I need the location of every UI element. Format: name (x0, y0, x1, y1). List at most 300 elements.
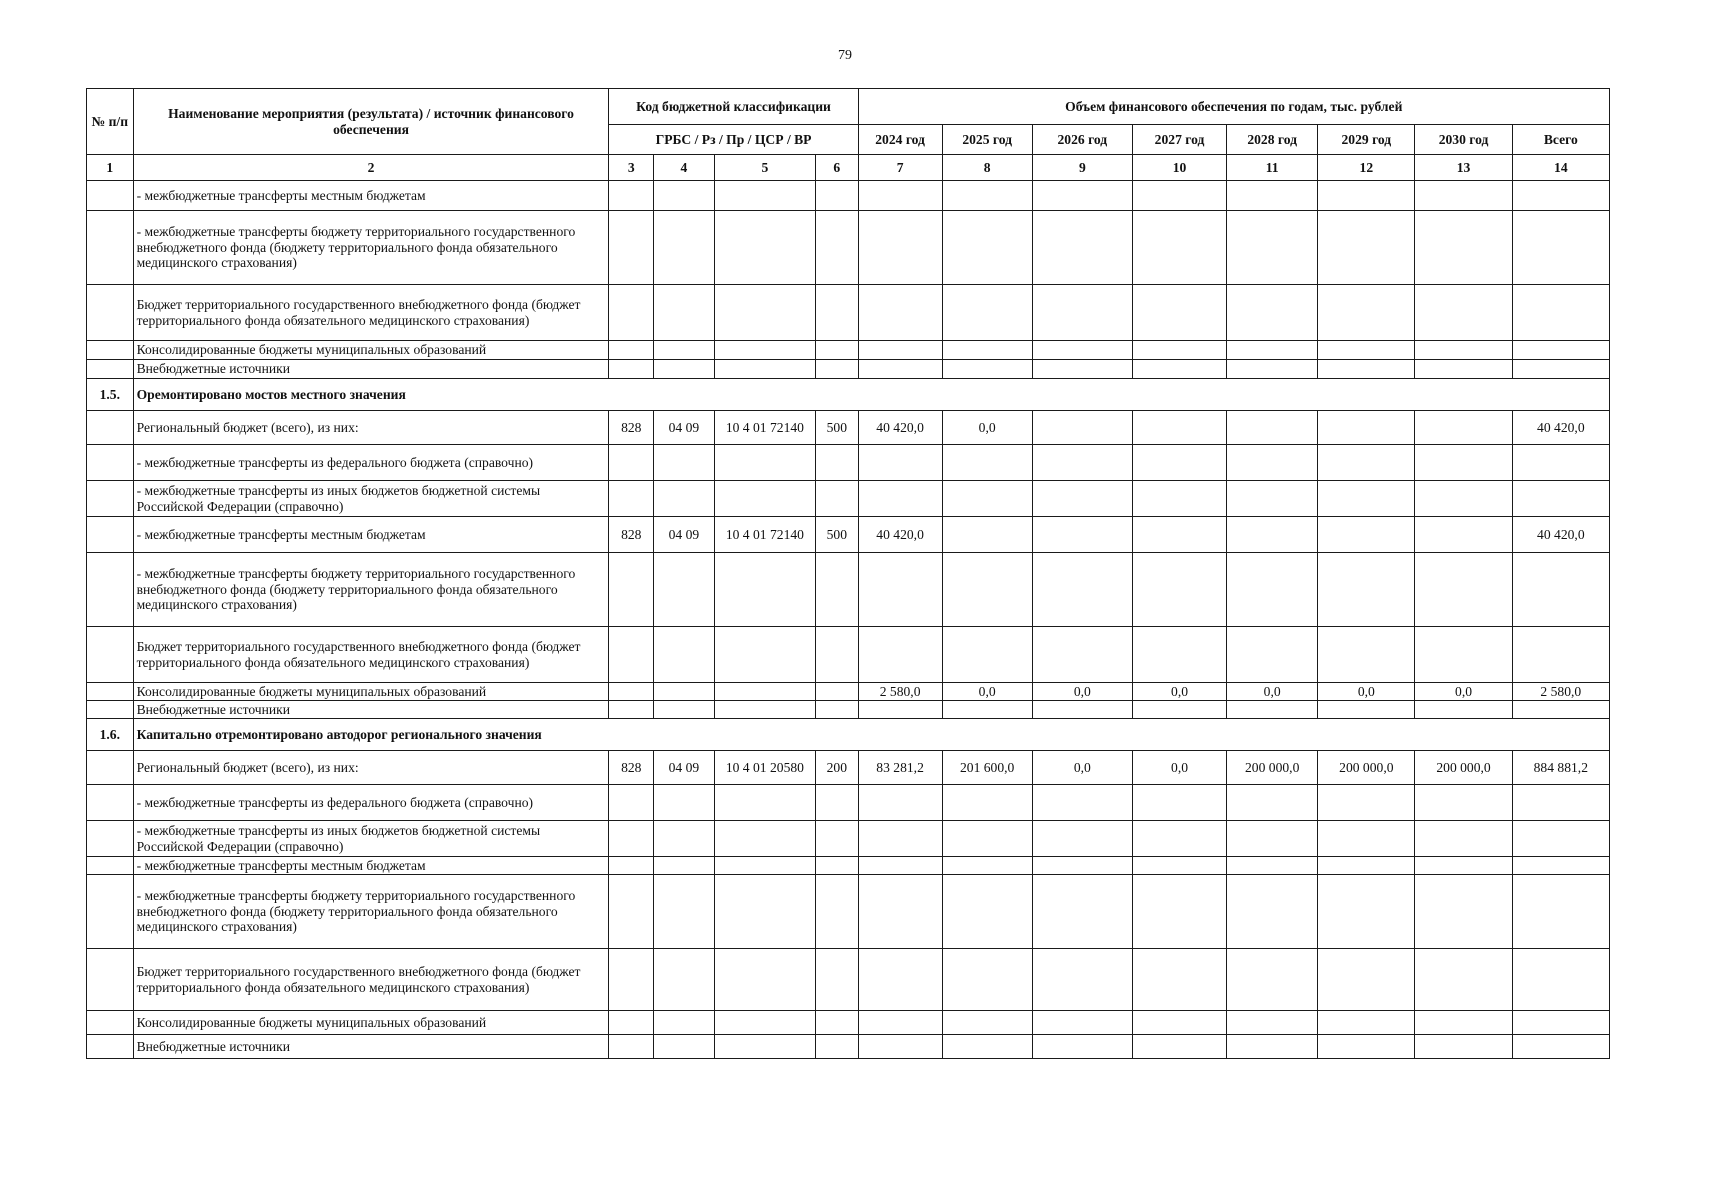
value-cell: 0,0 (1318, 683, 1415, 701)
code-cell (816, 181, 859, 211)
value-cell (1415, 875, 1512, 949)
code-cell (714, 1011, 815, 1035)
code-cell (609, 875, 654, 949)
value-cell (1032, 1011, 1132, 1035)
code-cell (714, 445, 815, 481)
code-cell (654, 627, 715, 683)
value-cell (1227, 1035, 1318, 1059)
value-cell (1132, 445, 1226, 481)
code-cell (714, 285, 815, 341)
table-row (87, 341, 1610, 360)
header-name: Наименование мероприятия (результата) / источник финансового обеспечения (133, 89, 609, 155)
index-cell: 10 (1132, 155, 1226, 181)
code-cell: 10 4 01 72140 (714, 517, 815, 553)
code-cell (714, 875, 815, 949)
row-number (87, 857, 134, 875)
value-cell (1415, 481, 1512, 517)
value-cell (858, 445, 942, 481)
value-cell (1132, 360, 1226, 379)
total-cell (1512, 285, 1609, 341)
header-code-sub: ГРБС / Рз / Пр / ЦСР / ВР (609, 125, 858, 155)
row-number (87, 821, 134, 857)
total-cell: 2 580,0 (1512, 683, 1609, 701)
table-row (87, 683, 1610, 701)
value-cell (1318, 627, 1415, 683)
code-cell (654, 360, 715, 379)
value-cell (942, 481, 1032, 517)
code-cell (714, 211, 815, 285)
index-cell: 6 (816, 155, 859, 181)
value-cell (1032, 517, 1132, 553)
value-cell (1318, 285, 1415, 341)
row-number (87, 360, 134, 379)
row-label: - межбюджетные трансферты из иных бюджетов бюджетной системы Российской Федерации (справочно) (133, 481, 609, 517)
section-title: Оремонтировано мостов местного значения (133, 379, 1609, 411)
total-cell (1512, 821, 1609, 857)
value-cell (1227, 627, 1318, 683)
table-row (87, 411, 1610, 445)
index-cell: 2 (133, 155, 609, 181)
value-cell (1132, 481, 1226, 517)
code-cell (714, 341, 815, 360)
code-cell: 04 09 (654, 411, 715, 445)
code-cell (714, 949, 815, 1011)
code-cell: 200 (816, 751, 859, 785)
code-cell (816, 785, 859, 821)
total-cell (1512, 875, 1609, 949)
code-cell (816, 481, 859, 517)
code-cell (609, 445, 654, 481)
value-cell: 200 000,0 (1415, 751, 1512, 785)
header-number: № п/п (87, 89, 134, 155)
value-cell (1415, 360, 1512, 379)
value-cell (858, 857, 942, 875)
value-cell (1227, 285, 1318, 341)
code-cell (654, 341, 715, 360)
value-cell (942, 949, 1032, 1011)
value-cell (1415, 341, 1512, 360)
table-row (87, 821, 1610, 857)
total-cell (1512, 211, 1609, 285)
row-label: - межбюджетные трансферты местным бюджетам (133, 517, 609, 553)
value-cell (942, 1035, 1032, 1059)
row-number (87, 683, 134, 701)
value-cell: 0,0 (1032, 751, 1132, 785)
index-cell: 11 (1227, 155, 1318, 181)
header-year: 2028 год (1227, 125, 1318, 155)
code-cell (654, 875, 715, 949)
code-cell (714, 360, 815, 379)
row-label: Бюджет территориального государственного внебюджетного фонда (бюджет территориального фонда обязательного медицинского страхования) (133, 949, 609, 1011)
value-cell: 40 420,0 (858, 411, 942, 445)
value-cell (1132, 785, 1226, 821)
value-cell (1132, 211, 1226, 285)
table-row (87, 1035, 1610, 1059)
row-label: - межбюджетные трансферты из федерального бюджета (справочно) (133, 785, 609, 821)
value-cell (1415, 411, 1512, 445)
index-cell: 3 (609, 155, 654, 181)
code-cell: 828 (609, 411, 654, 445)
code-cell (609, 481, 654, 517)
row-number (87, 1035, 134, 1059)
value-cell (1415, 211, 1512, 285)
value-cell (942, 875, 1032, 949)
value-cell (1032, 341, 1132, 360)
value-cell (1032, 553, 1132, 627)
code-cell (654, 1011, 715, 1035)
value-cell: 0,0 (942, 411, 1032, 445)
code-cell (714, 553, 815, 627)
code-cell (816, 857, 859, 875)
value-cell: 0,0 (1415, 683, 1512, 701)
value-cell (1318, 211, 1415, 285)
value-cell (858, 341, 942, 360)
index-cell: 12 (1318, 155, 1415, 181)
value-cell (1132, 949, 1226, 1011)
value-cell (1227, 211, 1318, 285)
table-row (87, 517, 1610, 553)
row-label: - межбюджетные трансферты бюджету территориального государственного внебюджетного фонда (бюджету территориального фонда обязательного медицинского страхования) (133, 875, 609, 949)
value-cell: 0,0 (1132, 683, 1226, 701)
section-number: 1.6. (87, 719, 134, 751)
row-number (87, 875, 134, 949)
code-cell (816, 360, 859, 379)
value-cell (1227, 445, 1318, 481)
value-cell (1318, 360, 1415, 379)
value-cell (1227, 701, 1318, 719)
value-cell (1318, 1035, 1415, 1059)
value-cell (1132, 1011, 1226, 1035)
value-cell (1227, 857, 1318, 875)
value-cell (942, 821, 1032, 857)
value-cell: 0,0 (1132, 751, 1226, 785)
row-number (87, 481, 134, 517)
total-cell (1512, 181, 1609, 211)
value-cell (858, 821, 942, 857)
row-label: Бюджет территориального государственного внебюджетного фонда (бюджет территориального фонда обязательного медицинского страхования) (133, 285, 609, 341)
value-cell (1227, 411, 1318, 445)
value-cell (1227, 360, 1318, 379)
row-label: Консолидированные бюджеты муниципальных образований (133, 341, 609, 360)
row-number (87, 445, 134, 481)
header-year: 2025 год (942, 125, 1032, 155)
value-cell (1032, 875, 1132, 949)
value-cell (1227, 785, 1318, 821)
value-cell (1415, 1035, 1512, 1059)
code-cell (816, 341, 859, 360)
table-row (87, 553, 1610, 627)
index-cell: 14 (1512, 155, 1609, 181)
row-number (87, 341, 134, 360)
value-cell (1032, 360, 1132, 379)
total-cell (1512, 701, 1609, 719)
value-cell (1032, 181, 1132, 211)
table-row (87, 211, 1610, 285)
code-cell (714, 1035, 815, 1059)
value-cell (1132, 341, 1226, 360)
table-row (87, 949, 1610, 1011)
code-cell (609, 949, 654, 1011)
value-cell (942, 785, 1032, 821)
value-cell: 0,0 (942, 683, 1032, 701)
row-label: Бюджет территориального государственного внебюджетного фонда (бюджет территориального фонда обязательного медицинского страхования) (133, 627, 609, 683)
value-cell (1032, 821, 1132, 857)
row-label: Консолидированные бюджеты муниципальных образований (133, 1011, 609, 1035)
value-cell (1415, 785, 1512, 821)
code-cell (609, 1011, 654, 1035)
index-cell: 8 (942, 155, 1032, 181)
total-cell (1512, 341, 1609, 360)
code-cell (654, 1035, 715, 1059)
row-number (87, 751, 134, 785)
code-cell (609, 785, 654, 821)
code-cell (816, 821, 859, 857)
value-cell: 40 420,0 (858, 517, 942, 553)
value-cell (1032, 285, 1132, 341)
value-cell: 201 600,0 (942, 751, 1032, 785)
value-cell: 0,0 (1227, 683, 1318, 701)
table-row (87, 181, 1610, 211)
value-cell (1318, 553, 1415, 627)
header-year: 2030 год (1415, 125, 1512, 155)
value-cell (942, 285, 1032, 341)
value-cell (1415, 445, 1512, 481)
code-cell (609, 821, 654, 857)
value-cell (1318, 949, 1415, 1011)
total-cell (1512, 1035, 1609, 1059)
code-cell (714, 821, 815, 857)
header-year: 2026 год (1032, 125, 1132, 155)
index-cell: 4 (654, 155, 715, 181)
value-cell (858, 553, 942, 627)
code-cell (654, 949, 715, 1011)
index-cell: 7 (858, 155, 942, 181)
value-cell (858, 181, 942, 211)
row-label: - межбюджетные трансферты бюджету территориального государственного внебюджетного фонда (бюджету территориального фонда обязательного медицинского страхования) (133, 211, 609, 285)
section-number: 1.5. (87, 379, 134, 411)
value-cell (1132, 553, 1226, 627)
value-cell (858, 285, 942, 341)
code-cell (609, 857, 654, 875)
value-cell (1318, 875, 1415, 949)
value-cell (858, 627, 942, 683)
value-cell (1132, 627, 1226, 683)
value-cell (1032, 445, 1132, 481)
code-cell: 828 (609, 751, 654, 785)
code-cell (816, 553, 859, 627)
code-cell (816, 1035, 859, 1059)
value-cell: 83 281,2 (858, 751, 942, 785)
value-cell (1132, 821, 1226, 857)
row-number (87, 1011, 134, 1035)
value-cell (1318, 517, 1415, 553)
value-cell (1318, 857, 1415, 875)
total-cell (1512, 857, 1609, 875)
value-cell (1132, 701, 1226, 719)
table-row (87, 751, 1610, 785)
code-cell (654, 683, 715, 701)
value-cell (1132, 411, 1226, 445)
code-cell (714, 683, 815, 701)
value-cell (1415, 857, 1512, 875)
value-cell (1415, 949, 1512, 1011)
code-cell (609, 1035, 654, 1059)
row-number (87, 701, 134, 719)
code-cell (654, 181, 715, 211)
row-number (87, 517, 134, 553)
value-cell (942, 857, 1032, 875)
total-cell (1512, 627, 1609, 683)
code-cell (816, 1011, 859, 1035)
table-row (87, 701, 1610, 719)
total-cell: 40 420,0 (1512, 517, 1609, 553)
header-volume: Объем финансового обеспечения по годам, тыс. рублей (858, 89, 1609, 125)
value-cell (1318, 445, 1415, 481)
total-cell: 40 420,0 (1512, 411, 1609, 445)
value-cell (858, 949, 942, 1011)
code-cell (609, 285, 654, 341)
value-cell (1032, 949, 1132, 1011)
page-number: 79 (838, 48, 852, 63)
value-cell (1415, 285, 1512, 341)
value-cell (1318, 481, 1415, 517)
value-cell (1032, 857, 1132, 875)
code-cell (609, 341, 654, 360)
row-number (87, 181, 134, 211)
index-cell: 9 (1032, 155, 1132, 181)
row-number (87, 211, 134, 285)
value-cell (942, 181, 1032, 211)
table-row (87, 285, 1610, 341)
table-row (87, 481, 1610, 517)
row-number (87, 627, 134, 683)
code-cell (654, 445, 715, 481)
value-cell (1318, 785, 1415, 821)
code-cell (609, 701, 654, 719)
value-cell: 0,0 (1032, 683, 1132, 701)
value-cell (1132, 285, 1226, 341)
value-cell (1227, 181, 1318, 211)
value-cell (1227, 875, 1318, 949)
code-cell (654, 785, 715, 821)
value-cell: 200 000,0 (1227, 751, 1318, 785)
code-cell (714, 181, 815, 211)
value-cell (858, 701, 942, 719)
value-cell (1415, 1011, 1512, 1035)
header-year: 2029 год (1318, 125, 1415, 155)
row-number (87, 411, 134, 445)
table-row (87, 360, 1610, 379)
row-label: Региональный бюджет (всего), из них: (133, 751, 609, 785)
table-row (87, 857, 1610, 875)
code-cell (816, 875, 859, 949)
row-number (87, 285, 134, 341)
header-total: Всего (1512, 125, 1609, 155)
value-cell (1032, 1035, 1132, 1059)
value-cell (1318, 1011, 1415, 1035)
value-cell: 2 580,0 (858, 683, 942, 701)
value-cell (858, 211, 942, 285)
value-cell (1227, 821, 1318, 857)
value-cell (942, 701, 1032, 719)
code-cell: 828 (609, 517, 654, 553)
header-year: 2024 год (858, 125, 942, 155)
table-row (87, 445, 1610, 481)
value-cell (942, 445, 1032, 481)
total-cell (1512, 553, 1609, 627)
value-cell (858, 481, 942, 517)
value-cell (1032, 211, 1132, 285)
section-row (87, 379, 1610, 411)
code-cell (654, 821, 715, 857)
code-cell (816, 701, 859, 719)
section-row (87, 719, 1610, 751)
code-cell (609, 627, 654, 683)
value-cell (1318, 181, 1415, 211)
budget-table (86, 88, 1610, 1059)
row-label: Внебюджетные источники (133, 701, 609, 719)
value-cell (942, 627, 1032, 683)
total-cell (1512, 360, 1609, 379)
code-cell (816, 627, 859, 683)
row-label: - межбюджетные трансферты местным бюджетам (133, 857, 609, 875)
value-cell (858, 1011, 942, 1035)
row-number (87, 785, 134, 821)
value-cell (1132, 517, 1226, 553)
row-label: - межбюджетные трансферты из федерального бюджета (справочно) (133, 445, 609, 481)
table-row (87, 627, 1610, 683)
code-cell (654, 701, 715, 719)
row-label: Внебюджетные источники (133, 360, 609, 379)
code-cell (714, 857, 815, 875)
table-body (87, 181, 1610, 1059)
value-cell (1318, 701, 1415, 719)
value-cell (1032, 785, 1132, 821)
table-row (87, 1011, 1610, 1035)
code-cell (714, 481, 815, 517)
code-cell: 500 (816, 517, 859, 553)
value-cell (1132, 1035, 1226, 1059)
total-cell (1512, 949, 1609, 1011)
value-cell (1132, 875, 1226, 949)
value-cell (858, 360, 942, 379)
index-cell: 5 (714, 155, 815, 181)
value-cell (1415, 821, 1512, 857)
row-label: - межбюджетные трансферты бюджету территориального государственного внебюджетного фонда (бюджету территориального фонда обязательного медицинского страхования) (133, 553, 609, 627)
code-cell (714, 701, 815, 719)
code-cell: 04 09 (654, 517, 715, 553)
header-year: 2027 год (1132, 125, 1226, 155)
code-cell (609, 181, 654, 211)
row-label: Региональный бюджет (всего), из них: (133, 411, 609, 445)
value-cell (858, 1035, 942, 1059)
value-cell (1032, 411, 1132, 445)
value-cell (1318, 821, 1415, 857)
code-cell (609, 553, 654, 627)
row-label: Консолидированные бюджеты муниципальных образований (133, 683, 609, 701)
code-cell: 04 09 (654, 751, 715, 785)
index-row (87, 155, 1610, 181)
value-cell (942, 360, 1032, 379)
code-cell (816, 949, 859, 1011)
value-cell (1415, 517, 1512, 553)
code-cell (816, 683, 859, 701)
value-cell: 200 000,0 (1318, 751, 1415, 785)
value-cell (1227, 341, 1318, 360)
value-cell (1227, 553, 1318, 627)
code-cell (714, 785, 815, 821)
code-cell (816, 285, 859, 341)
